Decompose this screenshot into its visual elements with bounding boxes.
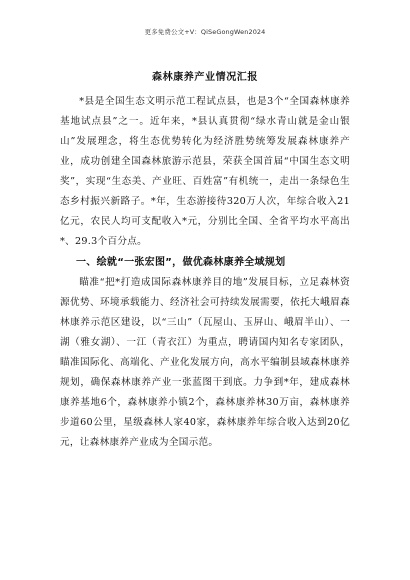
section-heading: 一、绘就“一张宏图”，做优森林康养全域规划	[76, 257, 286, 268]
section-paragraph: 瞄准“把*打造成国际森林康养目的地”发展目标，立足森林资源优势、环境承载能力、经济社会可持续发展需要，依托大峨眉森林康养示范区建设，以“三山”（瓦屋山、玉屏山、峨眉半山）、一湖（雅女湖）、一江（青衣江）为重点，聘请国内知名专家团队，瞄准国际化、高端化、产业化发展方向，高水平编制县域森林康养规划，确保森林康养产业一张蓝图干到底。力争到*年，建成森林康养基地6个，森林康养小镇2个，森林康养林30万亩，森林康养步道60公里，星级森林人家40家，森林康养年综合收入达到20亿元，让森林康养产业成为全国示范。	[60, 277, 350, 448]
document-title: 森林康养产业情况汇报	[152, 72, 258, 83]
header-note: 更多免费公文+V：QiSeGongWen2024	[144, 28, 266, 36]
document-body	[60, 92, 350, 453]
intro-paragraph: *县是全国生态文明示范工程试点县，也是3个“全国森林康养基地试点县”之一。近年来，*县认真贯彻“绿水青山就是金山银山”发展理念，将生态优势转化为经济胜势统筹发展森林康养产业，成功创建全国森林旅游示范县，荣获全国首届“中国生态文明奖”，实现“生态美、产业旺、百姓富”有机统一，走出一条绿色生态乡村振兴新路子。*年，生态游接待320万人次，年综合收入21亿元，农民人均可支配收入*元，分别比全国、全省平均水平高出*、29.3个百分点。	[60, 96, 350, 247]
